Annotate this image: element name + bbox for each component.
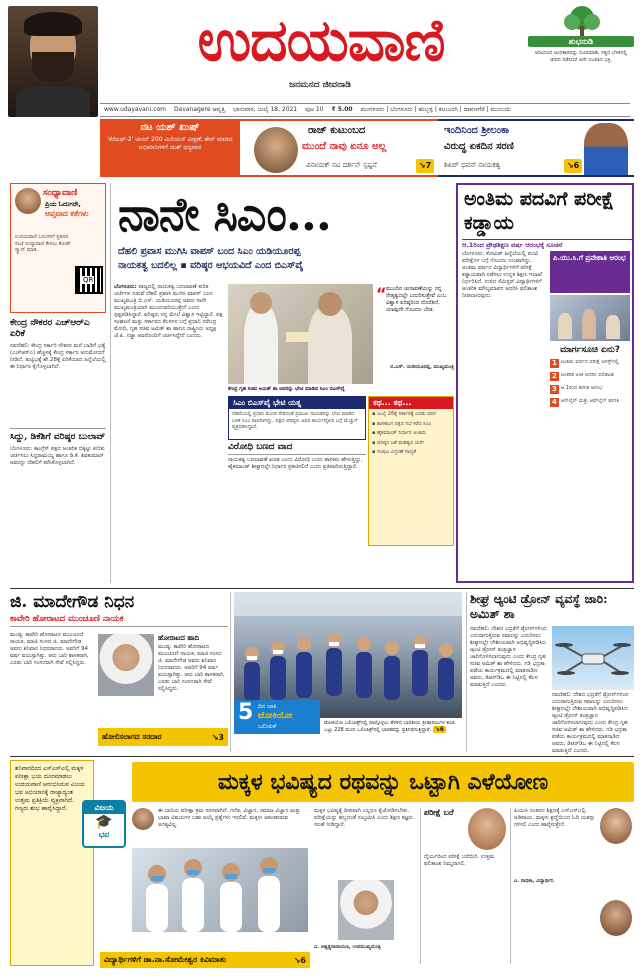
exam-photo (550, 295, 630, 341)
page-arrow-icon: ↘ (566, 161, 574, 170)
tree-icon (562, 6, 602, 36)
vijaya-avatar-4 (600, 808, 632, 844)
oppose-title: ವಿರೋಧಿ ಬಣದ ವಾದ (228, 442, 366, 455)
story-body: ನವದೆಹಲಿ: ಕೇಂದ್ರ ಸರ್ಕಾರಿ ನೌಕರರ ಮನೆ ಬಾಡಿಗೆ ಭತ್ಯೆ (ಎಚ್‌ಆರ್‌ಎ) ಹೆಚ್ಚಳಕ್ಕೆ ಕೇಂದ್ರ ಸರ್ಕಾರ ಅನುಮೋದನೆ ನೀಡಿದೆ. ತುಟ್ಟಿಭತ್ಯೆ ಶೇ.28ಕ್ಕೆ ಏರಿಕೆಯಾದ ಹಿನ್ನೆಲೆಯಲ್ಲಿ ಈ ನಿರ್ಧಾರ ಕೈಗೊಳ್ಳಲಾಗಿದೆ. (10, 343, 106, 370)
guide-num: 1 (552, 359, 557, 367)
vijaya-avatar-1 (132, 808, 154, 830)
guide-item: 4 ಆನ್‌ಲೈನ್ ಮತ್ತು ಆಫ್‌ಲೈನ್ ತರಗತಿ (552, 398, 619, 406)
teaser-kicker: ನಟ ಯಶ್ ಖುಷ್ (140, 122, 200, 133)
vijaya-headline[interactable]: ಮಕ್ಕಳ ಭವಿಷ್ಯದ ರಥವನ್ನು ಒಟ್ಟಾಗಿ ಎಳೆಯೋಣ (132, 762, 634, 802)
badge-line2: ಟೋಕಿಯೋ (258, 711, 293, 721)
drone-body-2: ನವದೆಹಲಿ: ದೇಶದ ಭದ್ರತೆಗೆ ಡ್ರೋನ್‌ಗಳಿಂದ ಎದುರಾಗುತ್ತಿರುವ ಸವಾಲನ್ನು ಎದುರಿಸಲು ಶೀಘ್ರದಲ್ಲೇ ದೇಶೀಯವಾಗಿ ಅಭಿವೃದ್ಧಿಪಡಿಸಿದ ಆ್ಯಂಟಿ ಡ್ರೋನ್ ತಂತ್ರಜ್ಞಾನ ಜಾರಿಗೊಳಿಸಲಾಗುವುದು ಎಂದು ಕೇಂದ್ರ ಗೃಹ ಸಚಿವ ಅಮಿತ್ ಶಾ ಹೇಳಿದರು. ಗಡಿ ಭದ್ರತಾ ಪಡೆಯ ಕಾರ್ಯಕ್ರಮದಲ್ಲಿ ಮಾತನಾಡಿದ ಅವರು, ಡಿಆರ್‌ಡಿಒ ಈ ನಿಟ್ಟಿನಲ್ಲಿ ಕೆಲಸ ಮಾಡುತ್ತಿದೆ ಎಂದರು. (552, 692, 629, 754)
obit-body-2: ಮಂಡ್ಯ: ಕಾವೇರಿ ಹೋರಾಟದ ಮುಂಚೂಣಿ ನಾಯಕ, ಮಾಜಿ ಸಂಸದ ಜಿ. ಮಾದೇಗೌಡ ಅವರು ಶನಿವಾರ ನಿಧನರಾದರು. ಅವರಿಗೆ 94 ವರ್ಷ ವಯಸ್ಸಾಗಿತ್ತು. ಆರು ಬಾರಿ ಶಾಸಕರಾಗಿ, ಎರಡು ಬಾರಿ ಸಂಸದರಾಗಿ ಸೇವೆ ಸಲ್ಲಿಸಿದ್ದರು. (158, 644, 225, 692)
exam-box (456, 183, 634, 583)
masthead-title: ಉದಯವಾಣಿ (197, 6, 445, 74)
story-hra (10, 318, 106, 371)
exam-callout-text: ಪಿ.ಯು.ಸಿ.ಗೆ ಪ್ರವೇಶಾತಿ ಆರಂಭ (553, 254, 626, 262)
guide-item: 2 ಆಂತರಿಕ ಅಂಕ ಆಧರಿಸಿ ಫಲಿತಾಂಶ (552, 372, 615, 380)
drone-photo (552, 626, 634, 690)
edition: Davanagere ಆವೃತ್ತಿ (174, 106, 226, 113)
guide-item: 1 ಅಂತಿಮ ವರ್ಷದ ಪರೀಕ್ಷೆ ಆಗಸ್ಟ್‌ನಲ್ಲಿ (552, 359, 619, 367)
yash-photo (8, 6, 98, 117)
lead-quote-box (376, 284, 454, 384)
vijaya-col2-text: ಮಕ್ಕಳ ಭವಿಷ್ಯಕ್ಕೆ ದೀಪವಾಗಿ ಎಲ್ಲರೂ ಕೈಜೋಡಿಸಬೇಕು. ಪರೀಕ್ಷೆಯನ್ನು ಹಬ್ಬದಂತೆ ಸಂಭ್ರಮಿಸಿ ಎಂದು ಶಿಕ್ಷಣ ತಜ್ಞರು ಸಲಹೆ ನೀಡಿದ್ದಾರೆ. (314, 808, 413, 828)
date: ಭಾನುವಾರ, ಜುಲೈ 18, 2021 (233, 106, 298, 113)
sandhyavani-body: ಉದಯವಾಣಿ ಓದುಗರಿಗೆ ಪ್ರತಿದಿನ ಸಂಜೆ ಸಂಧ್ಯಾವಾಣಿ ಕೇಳಲು ಕೋಡ್ ಸ್ಕ್ಯಾನ್ ಮಾಡಿ. (15, 234, 71, 253)
pages: ಪುಟ 10 (305, 106, 324, 113)
subhanudi-title: ಶುಭನುಡಿ (528, 36, 634, 47)
vijaya-avatar-5 (600, 900, 632, 936)
visit-body: ದೆಹಲಿಯಲ್ಲಿ ಪ್ರಧಾನಿ ಮೋದಿ ಸೇರಿದಂತೆ ಪ್ರಮುಖ ನಾಯಕರನ್ನು ಭೇಟಿ ಮಾಡಿದ ಬಳಿಕ ಸಿಎಂ ವಾಪಸಾಗಿದ್ದು, ಪಕ್ಷದ ವರಿಷ್ಠರು ಅವರ ಕಾರ್ಯವೈಖರಿ ಬಗ್ಗೆ ಮೆಚ್ಚುಗೆ ವ್ಯಕ್ತಪಡಿಸಿದ್ದಾರೆ. (232, 411, 358, 430)
lead-photo (228, 284, 373, 384)
visit-title: ಸಿಎಂ ಬಿಎಸ್‌ವೈ ಭೇಟಿ ಯತ್ನ (229, 397, 365, 409)
vijaya-col2-by: ವಿ. ಅಶ್ವತ್ಥನಾರಾಯಣ, ಉಪಮುಖ್ಯಮಂತ್ರಿ (314, 944, 381, 950)
obit-section (10, 592, 228, 750)
obit-footer[interactable] (98, 728, 228, 746)
madegowda-photo (98, 634, 154, 696)
vijaya-logo (82, 800, 126, 848)
teaser-text: 'ಕೆಜಿಎಫ್-2' ಟೀಸರ್ 200 ಮಿಲಿಯನ್ ವೀಕ್ಷಣೆ; ಶೇರ್ ಮಾಡಿದ ಅಭಿಮಾನಿಗಳಿಗೆ ಯಶ್ ಧನ್ಯವಾದ (107, 136, 233, 151)
story-body: ಬೆಂಗಳೂರು: ಕಾಂಗ್ರೆಸ್ ಪಕ್ಷದ ಆಂತರಿಕ ಬಿಕ್ಕಟ್ಟು ಕುರಿತು ಚರ್ಚಿಸಲು ಸಿದ್ದರಾಮಯ್ಯ ಹಾಗೂ ಡಿ.ಕೆ. ಶಿವಕುಮಾರ್ ಅವರನ್ನು ದೆಹಲಿಗೆ ಕರೆಸಿಕೊಳ್ಳಲಾಗಿದೆ. (10, 446, 105, 466)
teaser-text: ಮುಂದೆ ನಾವು ಏನೂ ಅಲ್ಲ (302, 141, 387, 152)
drone-icon (552, 626, 634, 690)
olympic-caption-text: ಟೋಕಿಯೋ ಒಲಿಂಪಿಕ್ಸ್‌ನಲ್ಲಿ ಪಾಲ್ಗೊಳ್ಳಲು ತೆರಳಿದ ಭಾರತೀಯ ಕ್ರೀಡಾಪಟುಗಳ ತಂಡ. ಒಟ್ಟು 228 ಮಂದಿ ಒಲಿಂಪಿಕ್ಸ್‌ನಲ್ಲಿ ಭಾರತವನ್ನು ಪ್ರತಿನಿಧಿಸುತ್ತಿದ್ದಾರೆ. (324, 720, 457, 733)
darshan-photo (254, 127, 298, 173)
drone-section (470, 592, 634, 752)
exam-body: ಬೆಂಗಳೂರು: ಕೋವಿಡ್ ಹಿನ್ನೆಲೆಯಲ್ಲಿ ಪದವಿ ಪರೀಕ್ಷೆಗಳ ಬಗ್ಗೆ ಗೊಂದಲ ಉಂಟಾಗಿದ್ದು, ಅಂತಿಮ ವರ್ಷದ ವಿದ್ಯಾರ್ಥಿಗಳಿಗೆ ಪರೀಕ್ಷೆ ಕಡ್ಡಾಯವಾಗಿ ನಡೆಸಲು ಉನ್ನತ ಶಿಕ್ಷಣ ಇಲಾಖೆ ನಿರ್ಧರಿಸಿದೆ. ಉಳಿದ ಸೆಮಿಸ್ಟರ್ ವಿದ್ಯಾರ್ಥಿಗಳಿಗೆ ಆಂತರಿಕ ಮೌಲ್ಯಮಾಪನ ಆಧರಿಸಿ ಫಲಿತಾಂಶ ನೀಡಲಾಗುವುದು. (462, 251, 542, 299)
visit-box (228, 396, 366, 440)
story-headline[interactable]: ಕೇಂದ್ರ ನೌಕರರ ಎಚ್‌ಆರ್‌ಎ ಏರಿಕೆ (10, 318, 90, 339)
sandhyavani-sub1: ಪ್ರಿಯ ಓದುಗರೇ, (45, 200, 81, 208)
sandhyavani-sub2: ಆಪ್ತವಾದ ಕತೆಗಳು (45, 209, 89, 218)
vijaya-col3 (424, 808, 508, 968)
quote-icon: “ (376, 284, 387, 303)
teaser-kicker: ರಾಜ್ ಕುಟುಂಬದ (308, 125, 366, 136)
teaser-text: ವಿರುದ್ಧ ಏಕದಿನ ಸರಣಿ (444, 141, 514, 152)
katha-item: ▪ ಸಂಪುಟ ವಿಸ್ತರಣೆ ಸಾಧ್ಯತೆ (372, 449, 417, 455)
graduation-cap-icon: 🎓 (95, 814, 113, 830)
teaser-raj[interactable] (240, 119, 438, 177)
katha-item: ▪ ಜುಲೈ 26ಕ್ಕೆ ಸರ್ಕಾರಕ್ಕೆ ಎರಡು ವರ್ಷ (372, 411, 437, 417)
page-ref-badge[interactable]: ↘6 (564, 159, 582, 173)
obit-footer-text: ಹೋಲಿಸಲಾಗದ ಸರದಾರ (102, 732, 162, 741)
drone-body: ನವದೆಹಲಿ: ದೇಶದ ಭದ್ರತೆಗೆ ಡ್ರೋನ್‌ಗಳಿಂದ ಎದುರಾಗುತ್ತಿರುವ ಸವಾಲನ್ನು ಎದುರಿಸಲು ಶೀಘ್ರದಲ್ಲೇ ದೇಶೀಯವಾಗಿ ಅಭಿವೃದ್ಧಿಪಡಿಸಿದ ಆ್ಯಂಟಿ ಡ್ರೋನ್ ತಂತ್ರಜ್ಞಾನ ಜಾರಿಗೊಳಿಸಲಾಗುವುದು ಎಂದು ಕೇಂದ್ರ ಗೃಹ ಸಚಿವ ಅಮಿತ್ ಶಾ ಹೇಳಿದರು. ಗಡಿ ಭದ್ರತಾ ಪಡೆಯ ಕಾರ್ಯಕ್ರಮದಲ್ಲಿ ಮಾತನಾಡಿದ ಅವರು, ಡಿಆರ್‌ಡಿಒ ಈ ನಿಟ್ಟಿನಲ್ಲಿ ಕೆಲಸ ಮಾಡುತ್ತಿದೆ ಎಂದರು. (470, 626, 547, 688)
sandhyavani-box (10, 183, 106, 313)
guide-item: 3 ಆ.1ರಿಂದ ತರಗತಿ ಆರಂಭ (552, 385, 603, 393)
guide-num: 4 (552, 398, 557, 406)
page-arrow-icon: ↘ (293, 955, 301, 965)
vijaya-page: 6 (300, 955, 306, 965)
katha-item: ▪ ವರಿಷ್ಠರ ಜತೆ ಮಹತ್ವದ ಚರ್ಚೆ (372, 439, 425, 446)
vijaya-col4-by: ಎ. ರಾಧಿಕಾ, ವಿದ್ಯಾರ್ಥಿನಿ (514, 878, 554, 884)
vijaya-left (10, 760, 94, 966)
badge-num: 5 (238, 700, 254, 725)
students-illustration (132, 848, 308, 932)
drone-headline[interactable]: ಶೀಘ್ರ ಆ್ಯಂಟಿ ಡ್ರೋನ್ ವ್ಯವಸ್ಥೆ ಜಾರಿ: ಅಮಿತ್ ಶಾ (470, 592, 608, 621)
subhanudi-box (528, 6, 634, 98)
oppose-body: ನಾಯಕತ್ವ ಬದಲಾವಣೆ ಖಚಿತ ಎಂದು ವಿರೋಧಿ ಬಣದ ಶಾಸಕರು ಹೇಳುತ್ತಿದ್ದು, ಹೈಕಮಾಂಡ್ ಶೀಘ್ರದಲ್ಲೇ ನಿರ್ಧಾರ ಪ್ರಕಟಿಸಲಿದೆ ಎಂದು ಪ್ರತಿಪಾದಿಸುತ್ತಿದ್ದಾರೆ. (228, 457, 363, 470)
vijaya-left-text: ಶನಿವಾರದಿಂದ ಎಸ್ಎಸ್ಎಲ್ಸಿ ಮಕ್ಕಳ ಪರೀಕ್ಷಾ ಭಯ ದೂರಮಾಡಲು ಉದಯವಾಣಿ ಆರಂಭಿಸಿರುವ ವಿಜಯ ಭವ ಅಭಿಯಾನಕ್ಕೆ ರಾಜ್ಯಾದ್ಯಂತ ಉತ್ತಮ ಪ್ರತಿಕ್ರಿಯೆ ವ್ಯಕ್ತವಾಗಿದೆ. ಗಣ್ಯರು ಶುಭ ಹಾರೈಸಿದ್ದಾರೆ. (15, 765, 86, 812)
badge-line1: ದಿನ ಬಾಕಿ (258, 703, 277, 710)
oppose-box (228, 442, 366, 522)
lead-quote: ಮುಂದಿನ ಚುನಾವಣೆಯನ್ನು ನನ್ನ ನೇತೃತ್ವದಲ್ಲೇ ಎದುರಿಸುತ್ತೇವೆ ಎಂಬ ವಿಶ್ವಾಸ ವರಿಷ್ಠರಿಂದ ದೊರೆತಿದೆ. ಯಾವುದೇ ಗೊಂದಲ ಬೇಡ. (386, 286, 447, 313)
lead-body-text: ರಾಜ್ಯದಲ್ಲಿ ನಾಯಕತ್ವ ಬದಲಾವಣೆ ಕುರಿತ ಚರ್ಚೆಗಳ ನಡುವೆ ದೆಹಲಿ ಪ್ರವಾಸ ಮುಗಿಸಿ ವಾಪಸ್ ಬಂದ ಮುಖ್ಯಮಂತ್ರಿ ಬಿ.ಎಸ್. ಯಡಿಯೂರಪ್ಪ ಅವರು ನಾನೇ ಮುಖ್ಯಮಂತ್ರಿಯಾಗಿ ಮುಂದುವರಿಯುತ್ತೇನೆ ಎಂದು ಸ್ಪಷ್ಟಪಡಿಸಿದ್ದಾರೆ. ವರಿಷ್ಠರು ನನ್ನ ಮೇಲೆ ವಿಶ್ವಾಸ ಇಟ್ಟಿದ್ದಾರೆ. ಪಕ್ಷ ಸಂಘಟನೆ ಮತ್ತು ಸರ್ಕಾರದ ಕೆಲಸಗಳ ಬಗ್ಗೆ ಪ್ರಧಾನಿ ನರೇಂದ್ರ ಮೋದಿ, ಗೃಹ ಸಚಿವ ಅಮಿತ್ ಶಾ ಹಾಗೂ ರಾಷ್ಟ್ರೀಯ ಅಧ್ಯಕ್ಷ ಜೆ.ಪಿ. ನಡ್ಡಾ ಅವರೊಂದಿಗೆ ಚರ್ಚಿಸಿದ್ದೇನೆ ಎಂದರು. (114, 284, 223, 339)
guide-title: ಮಾರ್ಗಸೂಚಿ ಏನು? (560, 345, 620, 355)
page-ref-badge[interactable]: ↘7 (416, 159, 434, 173)
teaser-kicker: ಇಂದಿನಿಂದ ಶ್ರೀಲಂಕಾ (444, 125, 510, 136)
obit-subhead: ಹೋರಾಟದ ಹಾದಿ (158, 634, 200, 642)
sandhyavani-title: ಸಂಧ್ಯಾವಾಣಿ (43, 188, 78, 198)
teaser-sub: ಶಿಖರ್ ಧವನ್ ನಾಯಕತ್ವ (444, 161, 501, 169)
dhawan-photo (584, 123, 628, 175)
vijaya-avatar-3 (468, 808, 506, 850)
exam-callout (550, 251, 630, 293)
cities: ಮಂಗಳೂರು | ಬೆಂಗಳೂರು | ಹುಬ್ಬಳ್ಳಿ | ಕಲಬುರಗಿ | ದಾವಣಗೆರೆ | ಮುಂಬಯಿ (360, 106, 512, 113)
students-photo (132, 848, 308, 932)
vijaya-col2 (314, 808, 418, 968)
teaser-cricket[interactable] (438, 119, 634, 177)
website[interactable]: www.udayavani.com (104, 106, 167, 113)
vijaya-col1 (132, 808, 308, 948)
badge-line3: ಒಲಿಂಪಿಕ್ (258, 723, 278, 730)
katha-item: ▪ ಹೈಕಮಾಂಡ್ ನಿರ್ಧಾರ ಅಂತಿಮ (372, 430, 427, 436)
lead-body (114, 284, 224, 584)
obit-page: 3 (218, 732, 224, 742)
qr-code[interactable] (75, 266, 103, 294)
exam-headline[interactable]: ಅಂತಿಮ ಪದವಿಗೆ ಪರೀಕ್ಷೆ ಕಡ್ಡಾಯ (464, 188, 614, 234)
vijaya-footer[interactable] (100, 952, 310, 968)
lead-sub1: ದೆಹಲಿ ಪ್ರವಾಸ ಮುಗಿಸಿ ವಾಪಸ್ ಬಂದ ಸಿಎಂ ಯಡಿಯೂರಪ್ಪ (118, 246, 301, 257)
vijaya-col4-text: ಪಿಯುಸಿ ನಂತರದ ಶಿಕ್ಷಣಕ್ಕೆ ಎಸ್ಎಸ್ಎಲ್ಸಿ ಅಡಿಪಾಯ. ಮಕ್ಕಳು ಶ್ರದ್ಧೆಯಿಂದ ಓದಿ ಯಶಸ್ಸು ಗಳಿಸಲಿ ಎಂದು ಹಾರೈಸುತ್ತೇನೆ. (514, 808, 595, 828)
vijaya-footer-text: ವಿದ್ಯಾರ್ಥಿಗಳಿಗೆ ಡಾ.ನಾ.ಸೋಮೇಶ್ವರ ಕಿವಿಮಾತು (104, 955, 227, 964)
subhanudi-text: ಅರಿವಿನಿಂದ ಅಂಧಕಾರವನ್ನು ದೂರಮಾಡಿ, ಸತ್ಯದ ಬೆಳಕಿನಲ್ಲಿ ಜೀವನ ನಡೆಸಿದರೆ ಅದೇ ನಿಜವಾದ ಭಕ್ತಿ. (534, 50, 628, 63)
price: ₹ 5.00 (331, 106, 353, 113)
vijaya-col4 (514, 808, 634, 968)
obit-sub: ಕಾವೇರಿ ಹೋರಾಟದ ಮುಂಚೂಣಿ ನಾಯಕ (10, 614, 228, 627)
page-arrow-icon: ↘ (418, 161, 426, 170)
olympic-badge[interactable] (234, 700, 320, 734)
guide-num: 3 (552, 385, 557, 393)
lead-dateline: ಬೆಂಗಳೂರು: (114, 284, 137, 290)
story-headline[interactable]: ಸಿದ್ದು, ಡಿಕೆಶಿಗೆ ವರಿಷ್ಠರ ಬುಲಾವ್ (10, 432, 106, 442)
page-ref-badge[interactable]: ↘6 (434, 725, 444, 733)
obit-headline[interactable]: ಜಿ. ಮಾದೇಗೌಡ ನಿಧನ (10, 592, 135, 612)
teaser-yash[interactable] (100, 119, 240, 177)
info-bar (100, 103, 630, 117)
lead-photo-caption: ಕೇಂದ್ರ ಗೃಹ ಸಚಿವ ಅಮಿತ್ ಶಾ ಅವರನ್ನು ಭೇಟಿ ಮಾಡಿದ ಸಿಎಂ ಬಿಎಸ್‌ವೈ (228, 386, 345, 392)
lead-quote-by: ಬಿ.ಎಸ್. ಯಡಿಯೂರಪ್ಪ, ಮುಖ್ಯಮಂತ್ರಿ (390, 364, 454, 370)
vijaya-logo-bottom: ಭವ (98, 830, 110, 839)
lead-sub2: ನಾಯಕತ್ವ ಬದಲಿಲ್ಲ ▪ ವರಿಷ್ಠರ ಅಭಯವಿದೆ ಎಂದ ಬಿಎಸ್‌ವೈ (118, 260, 304, 271)
vijaya-logo-top: ವಿಜಯ (84, 802, 124, 814)
tagline: ಜನಮನದ ಜೀವನಾಡಿ (289, 80, 351, 90)
vijaya-col3-title: ಪರೀಕ್ಷೆ ಬರೆ (424, 808, 454, 817)
katha-item: ▪ ಶಾಸಕಾಂಗ ಪಕ್ಷದ ಸಭೆ ಕರೆದ ಸಿಎಂ (372, 420, 432, 427)
katha-title: ಕಥ... ಕಥ... (369, 397, 453, 409)
guide-num: 2 (552, 372, 557, 380)
guide-list (550, 359, 630, 407)
page-arrow-icon: ↘ (211, 732, 219, 742)
vijaya-col1-text: ಈ ಬಾರಿಯ ಪರೀಕ್ಷಾ ಕ್ರಮ ಸರಳವಾಗಿದೆ. ಗಣಿತ, ವಿಜ್ಞಾನ, ಸಮಾಜ ವಿಜ್ಞಾನ ಮತ್ತು ಭಾಷಾ ವಿಷಯಗಳ ಬಹು ಆಯ್ಕೆ ಪ್ರಶ್ನೆಗಳು ಇರಲಿವೆ. ಮಕ್ಕಳು ಆತಂಕಪಡುವ ಅಗತ್ಯವಿಲ್ಲ. (158, 808, 301, 828)
sandhyavani-avatar (15, 188, 41, 214)
exam-sub: ಆ.1ರಿಂದ ಪ್ರೌಢಶಿಕ್ಷಣ ವರ್ಷ ಆರಂಭಕ್ಕೆ ಸೂಚನೆ (462, 239, 632, 250)
teaser-sub: ವಿನಾಯಕ್ ನಟ ದರ್ಶನ್ ಸ್ಪಷ್ಟನೆ (306, 161, 377, 169)
minister-photo (338, 880, 394, 940)
katha-box (368, 396, 454, 546)
vijaya-col3-text: ಧೈರ್ಯದಿಂದ ಪರೀಕ್ಷೆ ಬರೆಯಿರಿ. ಉತ್ತಮ ಫಲಿತಾಂಶ ನಿಮ್ಮದಾಗಲಿ. (424, 854, 495, 867)
lead-headline[interactable]: ನಾನೇ ಸಿಎಂ... (118, 187, 331, 241)
story-siddu (10, 432, 106, 467)
qr-label: QR (83, 276, 94, 284)
obit-body: ಮಂಡ್ಯ: ಕಾವೇರಿ ಹೋರಾಟದ ಮುಂಚೂಣಿ ನಾಯಕ, ಮಾಜಿ ಸಂಸದ ಜಿ. ಮಾದೇಗೌಡ ಅವರು ಶನಿವಾರ ನಿಧನರಾದರು. ಅವರಿಗೆ 94 ವರ್ಷ ವಯಸ್ಸಾಗಿತ್ತು. ಆರು ಬಾರಿ ಶಾಸಕರಾಗಿ, ಎರಡು ಬಾರಿ ಸಂಸದರಾಗಿ ಸೇವೆ ಸಲ್ಲಿಸಿದ್ದರು. (10, 632, 89, 666)
page-arrow-icon: ↘ (434, 725, 440, 733)
olympic-caption (324, 720, 462, 733)
